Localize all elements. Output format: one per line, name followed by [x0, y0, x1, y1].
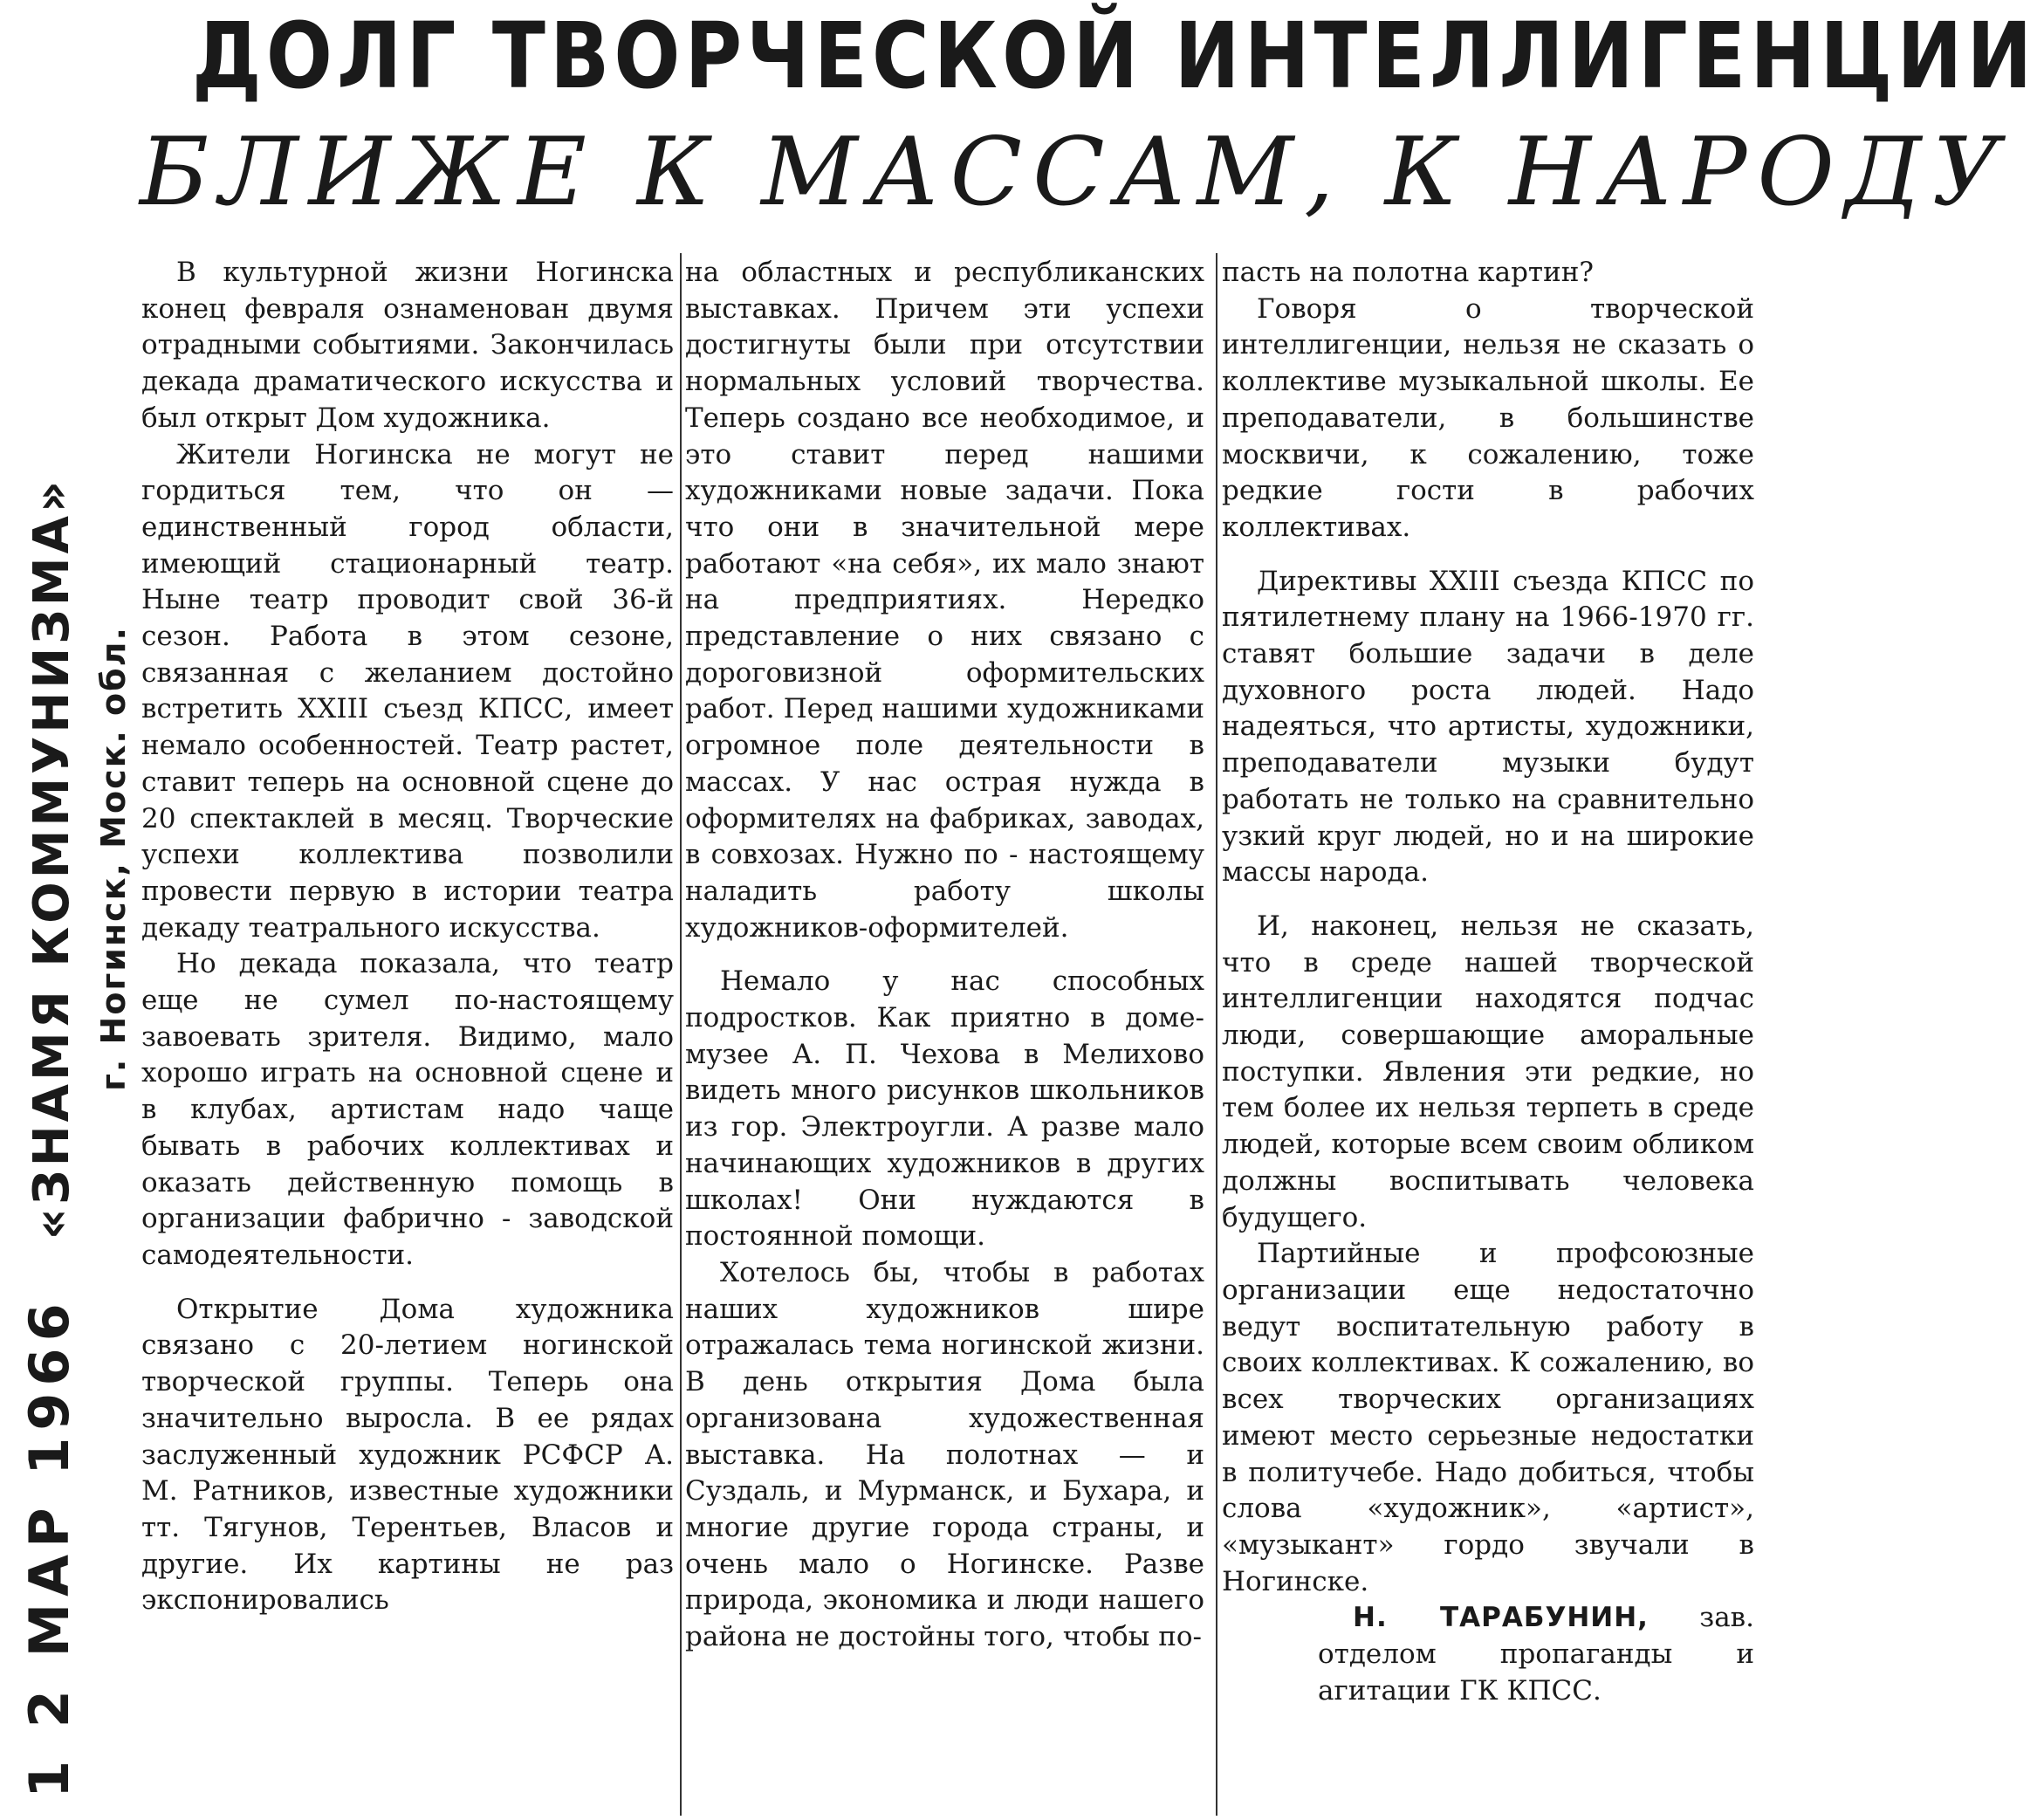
signature-title: зав. отделом пропаганды и агитации ГК КПСС.	[1318, 1602, 1754, 1707]
paragraph: пасть на полотна картин?	[1222, 257, 1595, 288]
signature	[1222, 1600, 1754, 1709]
paragraph: Жители Ногинска не могут не гордиться тем, что он — единственный город области, имеющий стационарный театр. Ныне театр проводит свой 36-й сезон. Работа в этом сезоне, связанная с желанием достойно встретить XXIII съезд КПСС, имеет немало особенностей. Театр растет, ставит теперь на основной сцене до 20 спектаклей в месяц. Творческие успехи коллектива позволили провести первую в истории театра декаду театрального искусства.	[141, 438, 674, 944]
paragraph: И, наконец, нельзя не сказать, что в среде нашей творческой интеллигенции находятся подчас люди, совершающие аморальные поступки. Явления эти редкие, но тем более их нельзя терпеть в среде людей, которые всем своим обликом должны воспитывать человека будущего.	[1222, 910, 1754, 1233]
article-column-1	[141, 255, 674, 1619]
column-divider	[1216, 253, 1217, 1816]
subheadline: БЛИЖЕ К МАССАМ, К НАРОДУ	[140, 118, 2011, 227]
stamp-newspaper: «ЗНАМЯ КОММУНИЗМА»	[24, 477, 80, 1240]
clipping-stamp	[17, 477, 81, 1798]
headline: ДОЛГ ТВОРЧЕСКОЙ ИНТЕЛЛИГЕНЦИИ	[192, 3, 2037, 109]
signature-name: Н. ТАРАБУНИН,	[1353, 1602, 1649, 1634]
stamp-place: г. Ногинск, Моск. обл.	[94, 626, 133, 1091]
paragraph: Но декада показала, что театр еще не сумел по-настоящему завоевать зрителя. Видимо, мало хорошо играть на основной сцене и в клубах, артистам надо чаще бывать в рабочих коллективах и оказать действенную помощь в организации фабрично - заводской самодеятельности.	[141, 948, 674, 1271]
paragraph: Директивы XXIII съезда КПСС по пятилетнему плану на 1966-1970 гг. ставят большие задачи в деле духовного роста людей. Надо надеяться, что артисты, художники, преподаватели музыки будут работать не только на сравнительно узкий круг людей, но и на широкие массы народа.	[1222, 565, 1754, 889]
article-column-3	[1222, 255, 1754, 1709]
paragraph: Говоря о творческой интеллигенции, нельзя не сказать о коллективе музыкальной школы. Ее преподаватели, в большинстве москвичи, к сожалению, тоже редкие гости в рабочих коллективах.	[1222, 292, 1754, 543]
paragraph: В культурной жизни Ногинска конец февраля ознаменован двумя отрадными событиями. Закончилась декада драматического искусства и был открыт Дом художника.	[141, 257, 674, 434]
paragraph: Партийные и профсоюзные организации еще недостаточно ведут воспитательную работу в своих коллективах. К сожалению, во всех творческих организациях имеют место серьезные недостатки в политучебе. Надо добиться, чтобы слова «художник», «артист», «музыкант» гордо звучали в Ногинске.	[1222, 1238, 1754, 1597]
stamp-date: 1 2 МАР 1966	[17, 1296, 81, 1798]
paragraph: Хотелось бы, чтобы в работах наших художников шире отражалась тема ногинской жизни. В день открытия Дома была организована художественная выставка. На полотнах — и Суздаль, и Мурманск, и Бухара, и многие другие города страны, и очень мало о Ногинске. Разве природа, экономика и люди нашего района не достойны того, чтобы по-	[685, 1256, 1204, 1653]
column-divider	[680, 253, 682, 1816]
article-column-2	[685, 255, 1204, 1656]
paragraph: на областных и республиканских выставках. Причем эти успехи достигнуты были при отсутствии нормальных условий творчества. Теперь создано все необходимое, и это ставит перед нашими художниками новые задачи. Пока что они в значительной мере работают «на себя», их мало знают на предприятиях. Нередко представление о них связано с дороговизной оформительских работ. Перед нашими художниками огромное поле деятельности в массах. У нас острая нужда в оформителях на фабриках, заводах, в совхозах. Нужно по - настоящему наладить работу школы художников-оформителей.	[685, 257, 1204, 944]
paragraph: Открытие Дома художника связано с 20-летием ногинской творческой группы. Теперь она значительно выросла. В ее рядах заслуженный художник РСФСР А. М. Ратников, известные художники тт. Тягунов, Терентьев, Власов и другие. Их картины не раз экспонировались	[141, 1293, 674, 1617]
paragraph: Немало у нас способных подростков. Как приятно в доме-музее А. П. Чехова в Мелихово видеть много рисунков школьников из гор. Электроугли. А разве мало начинающих художников в других школах! Они нуждаются в постоянной помощи.	[685, 965, 1204, 1253]
